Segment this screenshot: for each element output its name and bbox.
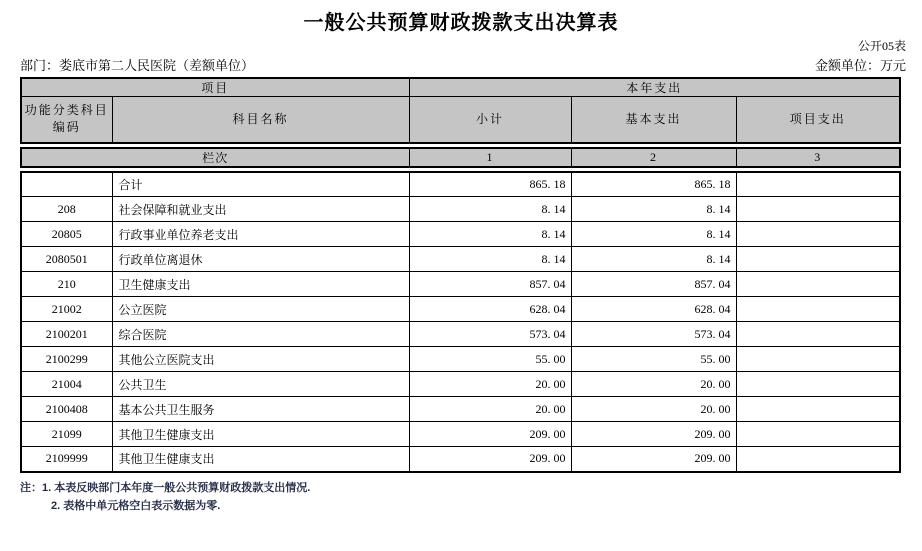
column-index-label: 栏次 — [21, 148, 409, 167]
cell-code: 2080501 — [21, 247, 112, 272]
table-row — [21, 422, 900, 447]
cell-code: 21004 — [21, 372, 112, 397]
header-col-function-code-line1: 功能分类科目 — [24, 103, 109, 118]
cell-code: 2100408 — [21, 397, 112, 422]
table-row — [21, 372, 900, 397]
cell-subject-name: 合计 — [112, 172, 409, 197]
budget-expenditure-table — [20, 77, 901, 473]
cell-code: 2100299 — [21, 347, 112, 372]
cell-project-expenditure — [736, 372, 900, 397]
cell-code: 20805 — [21, 222, 112, 247]
cell-subtotal: 55. 00 — [409, 347, 571, 372]
cell-basic-expenditure: 209. 00 — [571, 422, 736, 447]
column-index-1: 1 — [409, 148, 571, 167]
cell-subtotal: 8. 14 — [409, 247, 571, 272]
cell-subject-name: 公共卫生 — [112, 372, 409, 397]
cell-basic-expenditure: 20. 00 — [571, 372, 736, 397]
department-label: 部门：娄底市第二人民医院（差额单位） — [20, 58, 255, 73]
cell-project-expenditure — [736, 397, 900, 422]
table-header-section — [20, 77, 901, 144]
cell-subject-name: 其他卫生健康支出 — [112, 422, 409, 447]
cell-subject-name: 卫生健康支出 — [112, 272, 409, 297]
table-row — [21, 172, 900, 197]
header-col-basic-expenditure: 基本支出 — [571, 97, 736, 143]
cell-code — [21, 172, 112, 197]
cell-subtotal: 628. 04 — [409, 297, 571, 322]
cell-subject-name: 基本公共卫生服务 — [112, 397, 409, 422]
cell-project-expenditure — [736, 272, 900, 297]
form-code-label: 公开05表 — [857, 39, 906, 53]
table-row — [21, 347, 900, 372]
page — [0, 10, 922, 551]
cell-basic-expenditure: 628. 04 — [571, 297, 736, 322]
header-col-project-expenditure: 项目支出 — [736, 97, 900, 143]
cell-project-expenditure — [736, 197, 900, 222]
header-col-function-code — [21, 97, 112, 143]
cell-subject-name: 行政单位离退休 — [112, 247, 409, 272]
cell-basic-expenditure: 20. 00 — [571, 397, 736, 422]
meta-row — [0, 58, 922, 74]
header-col-subtotal: 小计 — [409, 97, 571, 143]
note-line-1: 注：1. 本表反映部门本年度一般公共预算财政拨款支出情况. — [20, 481, 311, 494]
cell-project-expenditure — [736, 422, 900, 447]
cell-subtotal: 20. 00 — [409, 372, 571, 397]
table-row — [21, 197, 900, 222]
cell-basic-expenditure: 8. 14 — [571, 247, 736, 272]
cell-subtotal: 857. 04 — [409, 272, 571, 297]
cell-subtotal: 20. 00 — [409, 397, 571, 422]
cell-project-expenditure — [736, 172, 900, 197]
cell-basic-expenditure: 857. 04 — [571, 272, 736, 297]
cell-basic-expenditure: 55. 00 — [571, 347, 736, 372]
table-row — [21, 222, 900, 247]
cell-basic-expenditure: 573. 04 — [571, 322, 736, 347]
cell-code: 208 — [21, 197, 112, 222]
cell-subtotal: 573. 04 — [409, 322, 571, 347]
table-row — [21, 272, 900, 297]
cell-project-expenditure — [736, 297, 900, 322]
cell-subject-name: 行政事业单位养老支出 — [112, 222, 409, 247]
cell-subtotal: 209. 00 — [409, 447, 571, 472]
table-row — [21, 247, 900, 272]
cell-code: 21099 — [21, 422, 112, 447]
note-line-2: 2. 表格中单元格空白表示数据为零. — [51, 499, 221, 512]
table-row — [21, 322, 900, 347]
cell-subtotal: 8. 14 — [409, 197, 571, 222]
cell-project-expenditure — [736, 247, 900, 272]
page-title: 一般公共预算财政拨款支出决算表 — [303, 12, 619, 34]
cell-basic-expenditure: 8. 14 — [571, 197, 736, 222]
cell-basic-expenditure: 8. 14 — [571, 222, 736, 247]
cell-code: 2100201 — [21, 322, 112, 347]
footnotes — [20, 479, 922, 515]
cell-code: 2109999 — [21, 447, 112, 472]
cell-project-expenditure — [736, 322, 900, 347]
column-index-section — [20, 147, 901, 168]
cell-code: 21002 — [21, 297, 112, 322]
cell-project-expenditure — [736, 447, 900, 472]
table-row — [21, 397, 900, 422]
cell-code: 210 — [21, 272, 112, 297]
cell-subject-name: 其他卫生健康支出 — [112, 447, 409, 472]
amount-unit-label: 金额单位：万元 — [814, 58, 906, 73]
table-row — [21, 297, 900, 322]
column-index-2: 2 — [571, 148, 736, 167]
cell-subject-name: 其他公立医院支出 — [112, 347, 409, 372]
cell-project-expenditure — [736, 222, 900, 247]
header-col-function-code-line2: 编码 — [52, 120, 81, 135]
cell-subtotal: 209. 00 — [409, 422, 571, 447]
cell-subject-name: 综合医院 — [112, 322, 409, 347]
cell-subject-name: 公立医院 — [112, 297, 409, 322]
column-index-3: 3 — [736, 148, 900, 167]
cell-subject-name: 社会保障和就业支出 — [112, 197, 409, 222]
cell-basic-expenditure: 865. 18 — [571, 172, 736, 197]
cell-project-expenditure — [736, 347, 900, 372]
table-data-section — [20, 171, 901, 473]
cell-subtotal: 865. 18 — [409, 172, 571, 197]
header-col-subject-name: 科目名称 — [112, 97, 409, 143]
cell-basic-expenditure: 209. 00 — [571, 447, 736, 472]
cell-subtotal: 8. 14 — [409, 222, 571, 247]
header-year-expenditure-group: 本年支出 — [409, 78, 900, 97]
table-row — [21, 447, 900, 472]
header-project-group: 项目 — [21, 78, 409, 97]
